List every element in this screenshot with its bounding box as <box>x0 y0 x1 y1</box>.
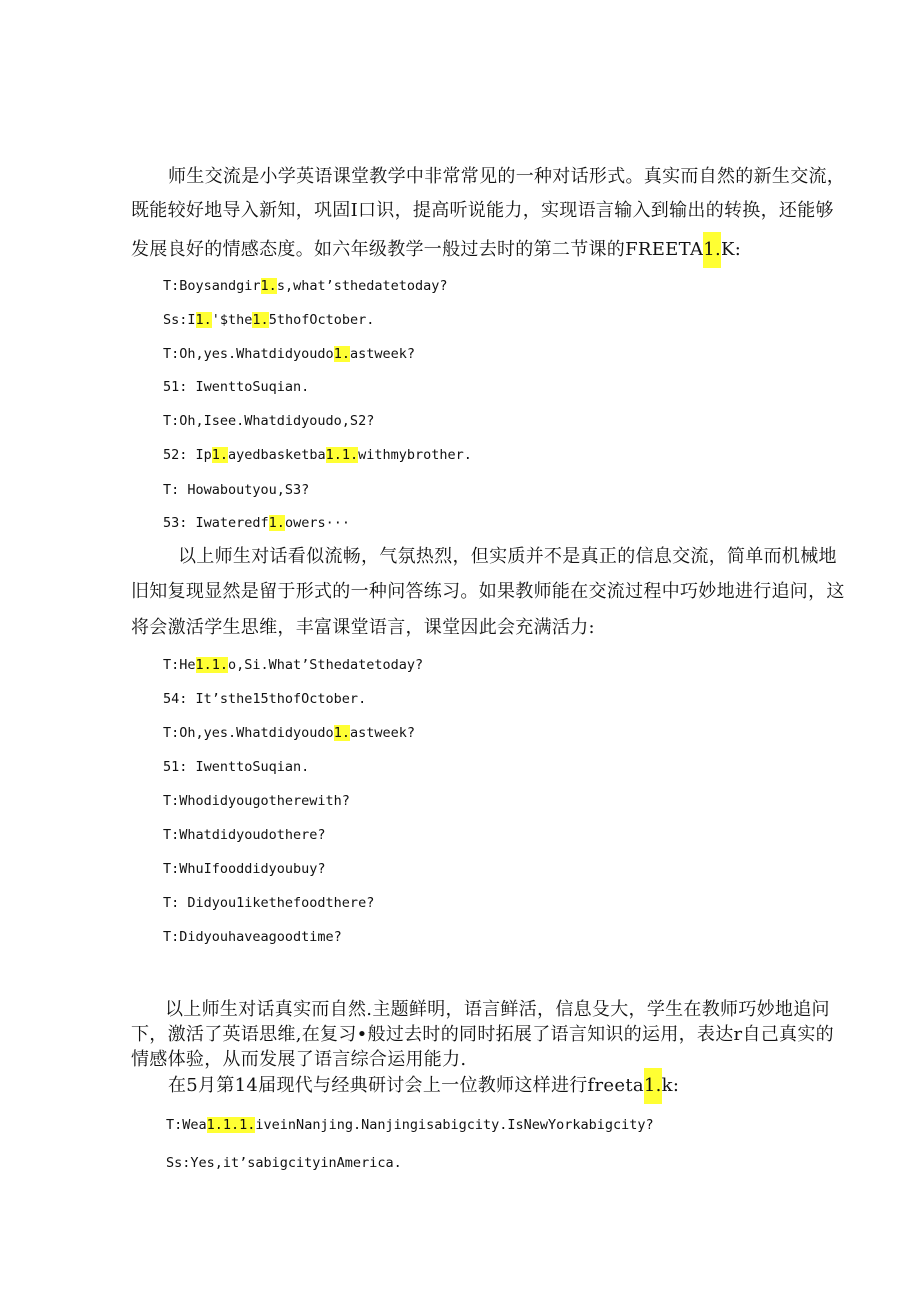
dialogue-1-line-1: T:Boysandgir1.s,what’sthedatetoday? <box>163 278 448 294</box>
paragraph-3-line-2: 下，激活了英语思维,在复习•般过去时的同时拓展了语言知识的运用，表达r自己真实的 <box>131 1024 834 1045</box>
dialogue-1-line-3: T:Oh,yes.Whatdidyoudo1.astweek? <box>163 346 415 362</box>
dialogue-2-line-8: T: Didyou1ikethefoodthere? <box>163 895 375 911</box>
dialogue-2-line-7: T:WhuIfooddidyoubuy? <box>163 861 326 877</box>
dialogue-1-line-7: T: Howaboutyou,S3? <box>163 482 310 498</box>
dialogue-1-line-2: Ss:I1.'$the1.5thofOctober. <box>163 312 375 328</box>
dialogue-2-line-3: T:Oh,yes.Whatdidyoudo1.astweek? <box>163 725 415 741</box>
dialogue-1-line-8: 53: Iwateredf1.owers··· <box>163 515 350 531</box>
dialogue-2-line-5: T:Whodidyougotherewith? <box>163 793 350 809</box>
dialogue-1-line-4: 51: IwenttoSuqian. <box>163 379 310 395</box>
dialogue-3-line-2: Ss:Yes,it’sabigcityinAmerica. <box>166 1155 402 1171</box>
highlight-mark: 1. <box>703 232 721 268</box>
dialogue-2-line-6: T:Whatdidyoudothere? <box>163 827 326 843</box>
paragraph-3-line-3: 情感体验，从而发展了语言综合运用能力. <box>131 1049 467 1070</box>
dialogue-2-line-4: 51: IwenttoSuqian. <box>163 759 310 775</box>
paragraph-1-line-2: 既能较好地导入新知，巩固I口识，提高听说能力，实现语言输入到输出的转换，还能够 <box>131 200 834 221</box>
highlight-mark: 1. <box>644 1068 662 1104</box>
dialogue-1-line-6: 52: Ip1.ayedbasketba1.1.withmybrother. <box>163 447 472 463</box>
dialogue-1-line-5: T:Oh,Isee.Whatdidyoudo,S2? <box>163 413 375 429</box>
paragraph-2-line-3: 将会激活学生思维，丰富课堂语言，课堂因此会充满活力: <box>131 617 595 638</box>
paragraph-3-line-1: 以上师生对话真实而自然.主题鲜明，语言鲜活，信息殳大，学生在教师巧妙地追问 <box>165 999 830 1020</box>
dialogue-2-line-2: 54: It’sthe15thofOctober. <box>163 691 367 707</box>
paragraph-1-line-3: 发展良好的情感态度。如六年级教学一般过去时的第二节课的FREETA1.K: <box>131 232 741 268</box>
dialogue-2-line-1: T:He1.1.o,Si.What’Sthedatetoday? <box>163 657 424 673</box>
paragraph-2-line-2: 旧知复现显然是留于形式的一种问答练习。如果教师能在交流过程中巧妙地进行追问，这 <box>131 581 845 602</box>
paragraph-1-line-1: 师生交流是小学英语课堂教学中非常常见的一种对话形式。真实而自然的新生交流， <box>168 166 846 187</box>
paragraph-2-line-1: 以上师生对话看似流畅，气氛热烈，但实质并不是真正的信息交流，简单而机械地 <box>178 546 837 567</box>
dialogue-3-line-1: T:Wea1.1.1.iveinNanjing.Nanjingisabigcity.IsNewYorkabigcity? <box>166 1117 654 1133</box>
paragraph-4-line-1: 在5月第14届现代与经典研讨会上一位教师这样进行freeta1.k: <box>168 1068 679 1104</box>
dialogue-2-line-9: T:Didyouhaveagoodtime? <box>163 929 342 945</box>
